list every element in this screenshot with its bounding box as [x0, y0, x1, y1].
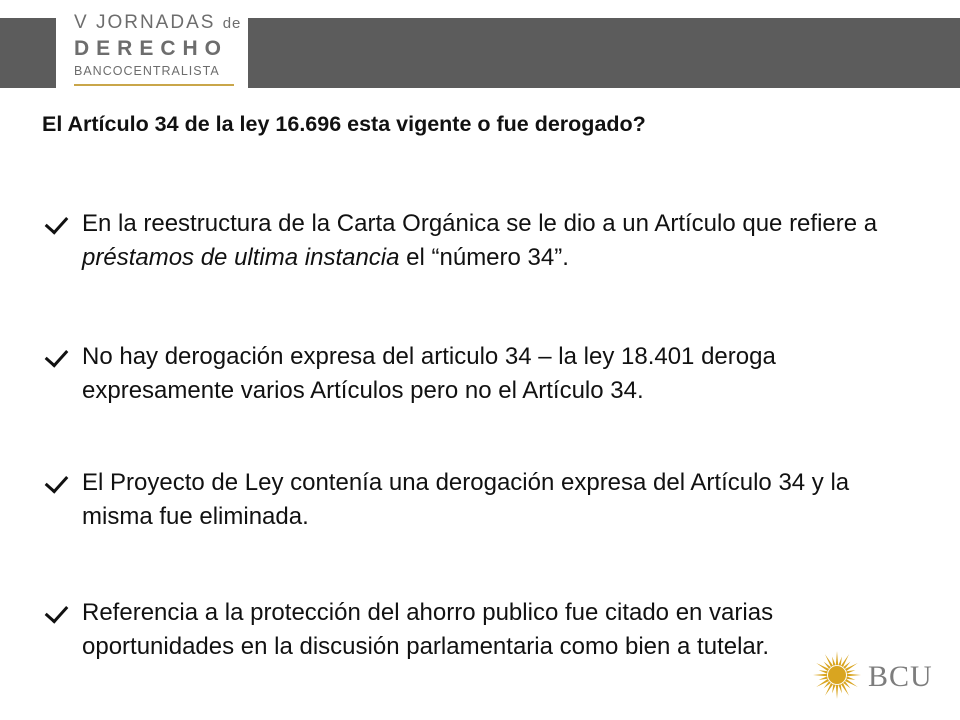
- sun-ray: [845, 679, 858, 687]
- sun-ray: [841, 654, 849, 667]
- sun-ray: [838, 657, 842, 666]
- sun-ray: [845, 663, 858, 671]
- bcu-logo: [808, 646, 940, 704]
- sun-ray: [847, 674, 861, 676]
- checkmark-icon: [45, 599, 69, 623]
- checkmark-icon: [45, 469, 69, 493]
- checkmark-icon: [45, 343, 69, 367]
- logo-line2: DERECHO: [74, 37, 229, 60]
- sun-ray: [836, 685, 838, 699]
- sun-ray: [819, 676, 828, 680]
- bullet-text: No hay derogación expresa del articulo 34 – la ley 18.401 deroga expresamente varios Artículos pero no el Artículo 34.: [82, 343, 776, 404]
- sun-ray: [819, 670, 828, 674]
- sun-ray: [813, 674, 827, 676]
- sun-ray: [825, 683, 833, 696]
- bcu-logo-text: BCU: [868, 660, 933, 693]
- sun-ray: [846, 676, 855, 680]
- sun-ray: [816, 663, 829, 671]
- logo-line1: V JORNADAS de: [74, 12, 242, 33]
- sun-ray: [825, 654, 833, 667]
- bullet-text: El Proyecto de Ley contenía una derogación expresa del Artículo 34 y la misma fue eliminada.: [82, 469, 850, 530]
- bullet-italic-text: préstamos de ultima instancia: [82, 244, 400, 271]
- sun-ray: [832, 684, 836, 693]
- sun-ray: [838, 684, 842, 693]
- sun-ray: [846, 670, 855, 674]
- sun-icon: [812, 650, 862, 700]
- bullet-text: Referencia a la protección del ahorro publico fue citado en varias oportunidades en la discusión parlamentaria como bien a tutelar.: [82, 599, 774, 660]
- slide-title: El Artículo 34 de la ley 16.696 esta vigente o fue derogado?: [42, 112, 646, 136]
- sun-ray: [841, 683, 849, 696]
- sun-ray: [816, 679, 829, 687]
- checkmark-icon: [45, 210, 69, 234]
- sun-ray: [836, 651, 838, 665]
- logo-line3: BANCOCENTRALISTA: [74, 64, 220, 78]
- bullet-text: En la reestructura de la Carta Orgánica se le dio a un Artículo que refiere a préstamos de ultima instancia el “número 34”.: [82, 210, 878, 271]
- sun-ray: [832, 657, 836, 666]
